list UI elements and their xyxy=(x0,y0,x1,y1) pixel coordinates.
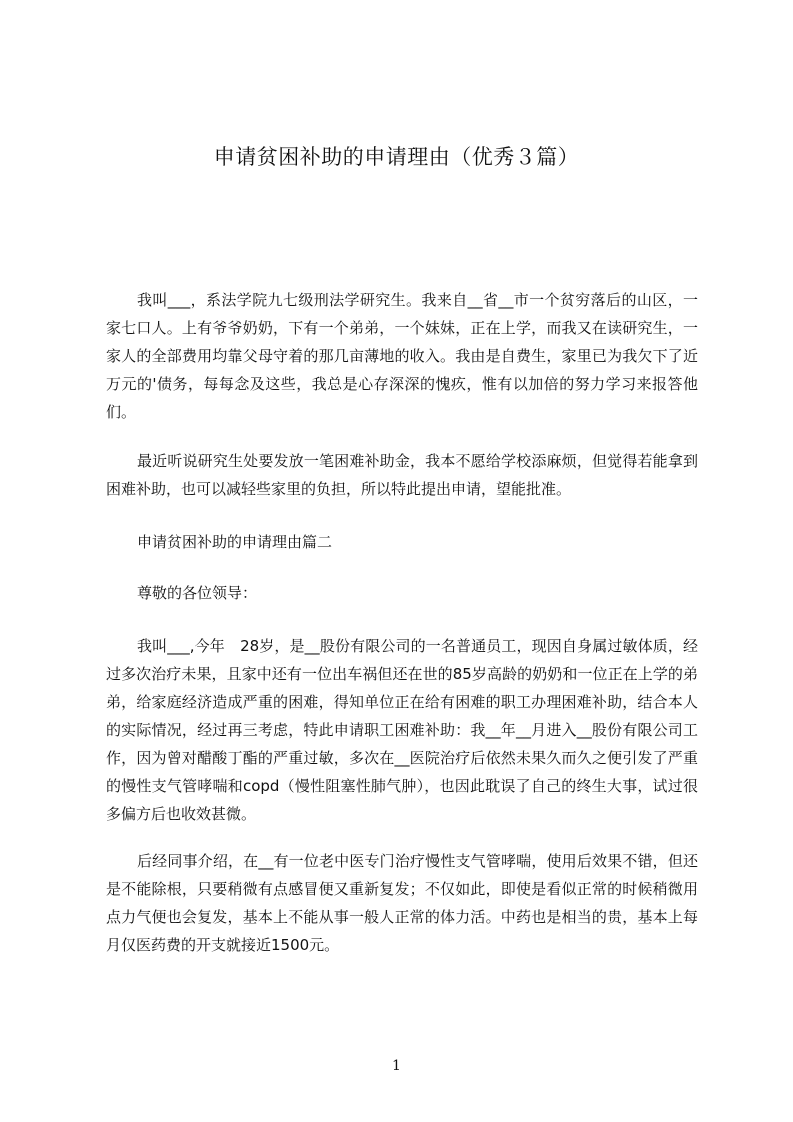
salutation: 尊敬的各位领导： xyxy=(137,584,258,602)
paragraph-treatment: 后经同事介绍，在__有一位老中医专门治疗慢性支气管哮喘，使用后效果不错，但还是不能除根，只要稍微有点感冒便又重新复发；不仅如此，即使是看似正常的时候稍微用点力气便也会复发，基本上不能从事一般人正常的体力活。中药也是相当的贵，基本上每月仅医药费的开支就接近1500元。 xyxy=(106,852,698,954)
page-number: 1 xyxy=(392,1058,401,1074)
section-heading: 申请贫困补助的申请理由篇二 xyxy=(137,533,333,551)
paragraph-request: 最近听说研究生处要发放一笔困难补助金，我本不愿给学校添麻烦，但觉得若能拿到困难补助，也可以减轻些家里的负担，所以特此提出申请，望能批准。 xyxy=(106,452,698,498)
document-title: 申请贫困补助的申请理由（优秀３篇） xyxy=(213,145,580,169)
paragraph-intro: 我叫___，系法学院九七级刑法学研究生。我来自__省__市一个贫穷落后的山区，一家七口人。上有爷爷奶奶，下有一个弟弟，一个妹妹，正在上学，而我又在读研究生，一家人的全部费用均靠父母守着的那几亩薄地的收入。我由是自费生，家里已为我欠下了近万元的'债务，每每念及这些，我总是心存深深的愧疚，惟有以加倍的努力学习来报答他们。 xyxy=(106,291,698,421)
paragraph-background: 我叫___,今年 28岁，是__股份有限公司的一名普通员工，现因自身属过敏体质，经过多次治疗未果，且家中还有一位出车祸但还在世的85岁高龄的奶奶和一位正在上学的弟弟，给家庭经济造成严重的困难，得知单位正在给有困难的职工办理困难补助，结合本人的实际情况，经过再三考虑，特此申请职工困难补助：我__年__月进入__股份有限公司工作，因为曾对醋酸丁酯的严重过敏，多次在__医院治疗后依然未果久而久之便引发了严重的慢性支气管哮喘和copd（慢性阻塞性肺气肿），也因此耽误了自己的终生大事，试过很多偏方后也收效甚微。 xyxy=(106,637,698,823)
